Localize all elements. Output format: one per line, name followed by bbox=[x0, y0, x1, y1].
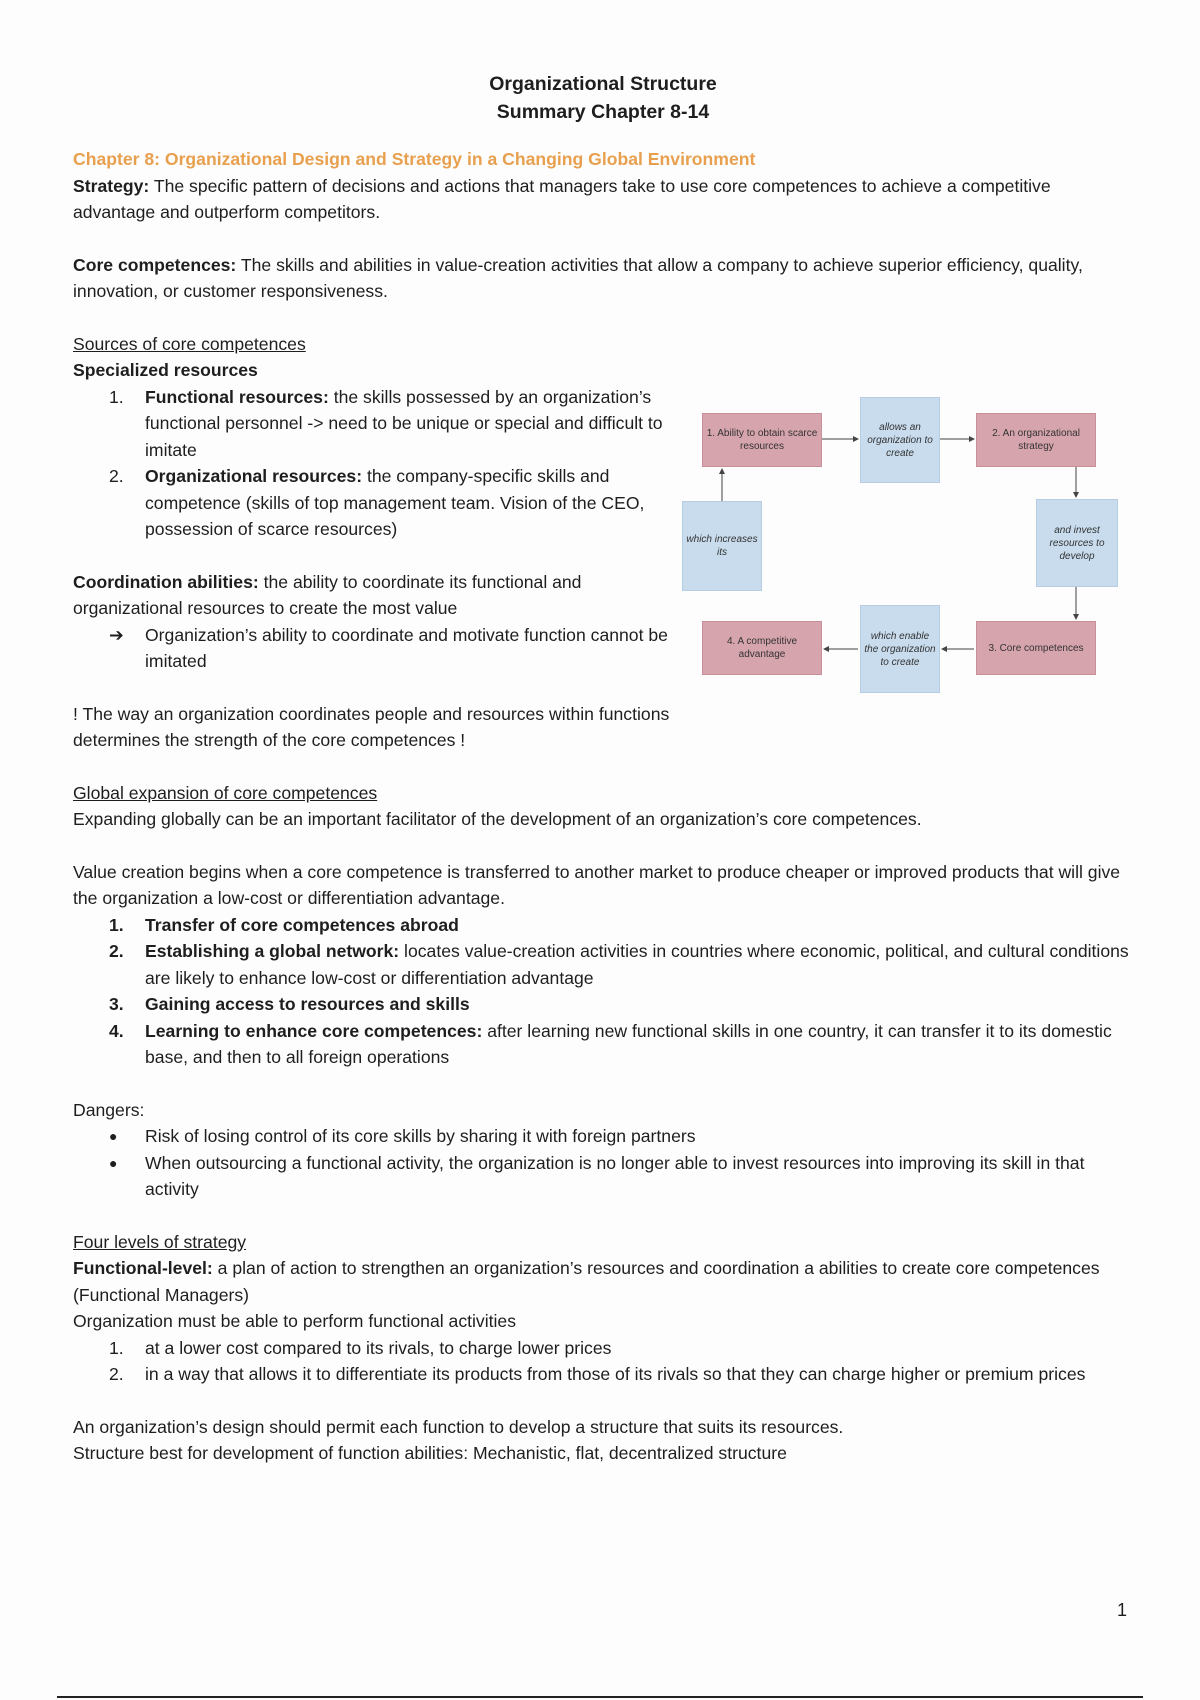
strategy-definition: Strategy: The specific pattern of decisions and actions that managers take to use core competences to achieve a competitive advantage and outperform competitors. bbox=[73, 175, 1051, 222]
cycle-box-scarce-resources: 1. Ability to obtain scarce resources bbox=[702, 413, 822, 467]
design-text: An organization’s design should permit each function to develop a structure that suits its resources. bbox=[73, 1416, 844, 1437]
specialized-resources-label: Specialized resources bbox=[73, 360, 258, 380]
arrow-point: ➔ Organization’s ability to coordinate and motivate function cannot be imitated bbox=[73, 622, 673, 675]
page-number: 1 bbox=[1116, 1600, 1127, 1620]
structure-text: Structure best for development of function abilities: Mechanistic, flat, decentralized structure bbox=[73, 1443, 787, 1463]
document-subtitle: Summary Chapter 8-14 bbox=[496, 101, 710, 123]
section-heading-sources: Sources of core competences bbox=[73, 333, 306, 354]
list-item: 2. Establishing a global network: locates value-creation activities in countries where economic, political, and cultural conditions are likely to enhance low-cost or differentiation advantage bbox=[109, 941, 1129, 988]
bullet-item: ● Risk of losing control of its core skills by sharing it with foreign partners bbox=[73, 1123, 1133, 1150]
cycle-box-competitive-advantage: 4. A competitive advantage bbox=[702, 621, 822, 675]
cycle-box-core-competences: 3. Core competences bbox=[976, 621, 1096, 675]
list-item: 2. Organizational resources: the company-specific skills and competence (skills of top management team. Vision of the CEO, possession of scarce resources) bbox=[109, 466, 645, 539]
list-item: 4. Learning to enhance core competences: after learning new functional skills in one country, it can transfer it to its domestic base, and then to all foreign operations bbox=[109, 1020, 1112, 1067]
functional-level-definition: Functional-level: a plan of action to strengthen an organization’s resources and coordination a abilities to create core competences (Functional Managers) bbox=[73, 1258, 1100, 1305]
dangers-label: Dangers: bbox=[73, 1099, 145, 1120]
cycle-link-allows: allows an organization to create bbox=[860, 397, 940, 483]
cycle-link-enable: which enable the organization to create bbox=[860, 605, 940, 693]
section-heading-global: Global expansion of core competences bbox=[73, 782, 378, 803]
coordination-abilities: Coordination abilities: the ability to coordinate its functional and organizational resources to create the most value bbox=[73, 571, 582, 618]
value-creation: Value creation begins when a core competence is transferred to another market to produce cheaper or improved products that will give the organization a low-cost or differentiation advantage. bbox=[73, 861, 1121, 908]
bullet-icon: ● bbox=[109, 1128, 118, 1144]
footer-rule bbox=[57, 1696, 1143, 1698]
global-intro: Expanding globally can be an important facilitator of the development of an organization’s core competences. bbox=[73, 809, 922, 829]
cycle-link-invest: and invest resources to develop bbox=[1036, 499, 1118, 587]
cycle-link-increases: which increases its bbox=[682, 501, 762, 591]
bullet-icon: ● bbox=[109, 1154, 118, 1171]
list-item: 1. at a lower cost compared to its rivals, to charge lower prices bbox=[109, 1337, 612, 1358]
important-note: ! The way an organization coordinates people and resources within functions determines the strength of the core competences ! bbox=[73, 703, 670, 750]
list-item: 3. Gaining access to resources and skills bbox=[109, 994, 470, 1014]
list-item: 1. Transfer of core competences abroad bbox=[109, 914, 459, 935]
document-title: Organizational Structure bbox=[489, 73, 717, 95]
list-item: 1. Functional resources: the skills possessed by an organization’s functional personnel -> need to be unique or special and difficult to imitate bbox=[109, 386, 663, 460]
core-competences-definition: Core competences: The skills and abilities in value-creation activities that allow a company to achieve superior efficiency, quality, innovation, or customer responsiveness. bbox=[73, 254, 1083, 301]
perform-text: Organization must be able to perform functional activities bbox=[73, 1311, 516, 1331]
document-page bbox=[73, 70, 1133, 1467]
bullet-item: ● When outsourcing a functional activity, the organization is no longer able to invest resources into improving its skill in that activity bbox=[73, 1150, 1133, 1203]
cycle-box-strategy: 2. An organizational strategy bbox=[976, 413, 1096, 467]
section-heading-levels: Four levels of strategy bbox=[73, 1231, 247, 1252]
arrow-icon: ➔ bbox=[109, 624, 124, 645]
list-item: 2. in a way that allows it to differentiate its products from those of its rivals so that they can charge higher or premium prices bbox=[109, 1364, 1086, 1384]
chapter-heading: Chapter 8: Organizational Design and Strategy in a Changing Global Environment bbox=[73, 149, 756, 169]
core-competence-cycle-diagram bbox=[680, 395, 1120, 695]
